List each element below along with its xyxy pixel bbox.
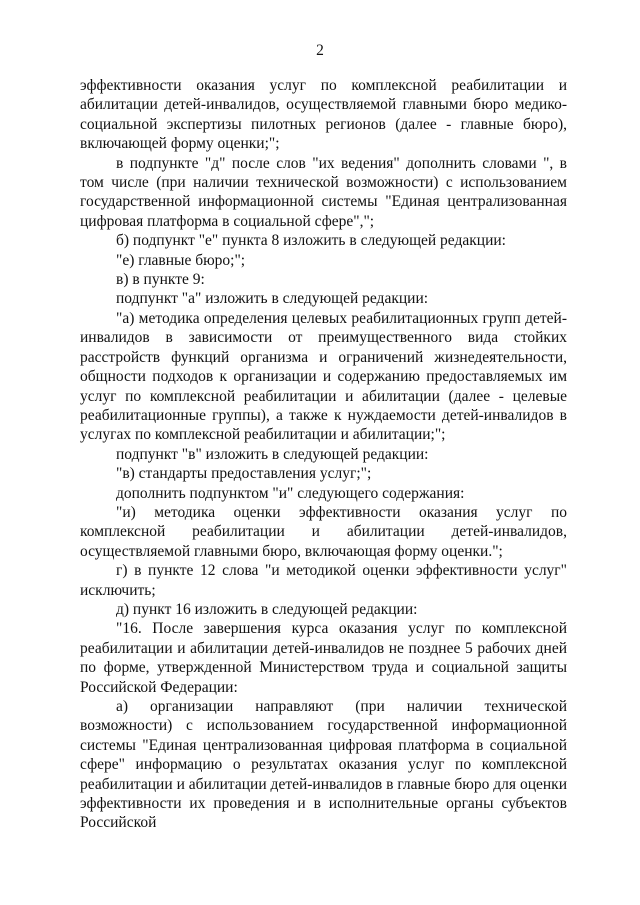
paragraph: б) подпункт "е" пункта 8 изложить в следующей редакции: <box>116 232 506 250</box>
paragraph: дополнить подпунктом "и" следующего содержания: <box>116 484 465 502</box>
paragraph: "и) методика оценки эффективности оказания услуг по комплексной реабилитации и абилитации детей-инвалидов, осуществляемой главными бюро, включающая форму оценки."; <box>80 503 567 560</box>
paragraph: в) в пункте 9: <box>116 271 205 289</box>
paragraph: "16. После завершения курса оказания услуг по комплексной реабилитации и абилитации детей-инвалидов не позднее 5 рабочих дней по форме, утвержденной Министерством труда и социальной защиты Российской Федерации: <box>80 620 567 696</box>
paragraph: "е) главные бюро;"; <box>116 251 246 269</box>
paragraph: а) организации направляют (при наличии технической возможности) с использованием государственной информационной системы "Единая централизованная цифровая платформа в социальной сфере" информацию о результатах оказания услуг по комплексной реабилитации и абилитации детей-инвалидов в главные бюро для оценки эффективности их проведения и в исполнительные органы субъектов Российской <box>80 698 567 832</box>
paragraph: д) пункт 16 изложить в следующей редакции: <box>116 600 418 618</box>
paragraph: "в) стандарты предоставления услуг;"; <box>116 465 372 483</box>
paragraph: эффективности оказания услуг по комплексной реабилитации и абилитации детей-инвалидов, осуществляемой главными бюро медико-социальной экспертизы пилотных регионов (далее - главные бюро), включающей форму оценки;"; <box>80 77 567 153</box>
paragraph: в подпункте "д" после слов "их ведения" дополнить словами ", в том числе (при наличии технической возможности) с использованием государственной информационной системы "Единая централизованная цифровая платформа в социальной сфере","; <box>80 154 567 230</box>
paragraph: г) в пункте 12 слова "и методикой оценки эффективности услуг" исключить; <box>80 562 567 599</box>
paragraph: "а) методика определения целевых реабилитационных групп детей-инвалидов в зависимости от преимущественного вида стойких расстройств функций организма и ограничений жизнедеятельности, общности подходов к организации и содержанию предоставляемых им услуг по комплексной реабилитации и абилитации (далее - целевые реабилитационные группы), а также к нуждаемости детей-инвалидов в услугах по комплексной реабилитации и абилитации;"; <box>80 309 567 444</box>
page-number: 2 <box>316 42 324 59</box>
paragraph: подпункт "а" изложить в следующей редакции: <box>116 290 429 308</box>
paragraph: подпункт "в" изложить в следующей редакции: <box>116 445 429 463</box>
document-body <box>80 76 567 833</box>
